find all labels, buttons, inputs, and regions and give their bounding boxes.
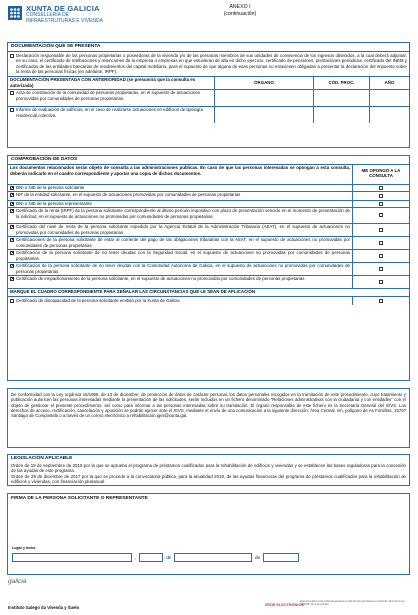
oppose-checkbox[interactable] — [379, 194, 383, 198]
annex-title: ANEXO I — [229, 4, 251, 10]
verification-row — [8, 200, 409, 207]
verification-row — [8, 191, 409, 200]
cod-proc-field[interactable] — [313, 107, 369, 123]
section-title: LEGISLACIÓN APLICABLE — [11, 456, 73, 461]
data-protection-text: De conformidad con la Ley orgánica 15/1999, de 13 de diciembre, de protección de datos de carácter personal, los datos personales recogidos en la tramitación de este procedimiento, cuyo tratamiento y publicación autoricen las personas interesadas mediante la presentación de las solicitudes, serán incluidos en un fichero denominado "Relaciones administrativas con la ciudadanía y con entidades" con el objeto de gestionar el presente procedimiento, así como para informar a las personas interesadas sobre su tramitación. El órgano responsable de este fichero es la Secretaría General del IGVS. Los derechos de acceso, rectificación, cancelación y oposición se podrán ejercer ante el IGVS, mediante el envío de una comunicación a la siguiente dirección: Área Central, s/n, polígono de As Fontiñas, 15707 Santiago de Compostela o a través de un correo electrónico a rehabilitacion.igvs@xunta.gal. — [11, 392, 406, 419]
doc-item-label: Informe de evaluación de edificios, en el caso de realizarse actuaciones en edificios de tipología residencial colectiva. — [16, 107, 203, 118]
verification-row — [8, 275, 409, 288]
year-field[interactable] — [263, 553, 299, 562]
doc-item-acta — [8, 89, 409, 106]
department-line-2: INFRAESTRUTURAS E VIVENDA — [26, 17, 103, 24]
verification-label: Certificado de empadronamiento de la persona solicitante, en el supuesto de actuaciones no promovidas por comunidades de personas propietarias — [16, 276, 305, 282]
checkbox[interactable] — [10, 264, 14, 268]
verification-label: NIF de la entidad solicitante, en el supuesto de actuaciones promovidas por comunidades de personas propietarias — [16, 192, 241, 198]
doc-item-label: Acta de constitución de la comunidad de personas propietarias, en el supuesto de actuaciones promovidas por comunidades de personas propietarias. — [16, 90, 201, 101]
column-cod-proc: CÓD. PROC. — [313, 77, 369, 89]
oppose-checkbox[interactable] — [379, 202, 383, 206]
verification-label: Certificaciones de la persona solicitante de estar al corriente del pago de las obligaciones tributarias con la AEAT, en el supuesto de actuaciones no promovidas por comunidades de personas propietarias — [16, 237, 350, 248]
doc-item-ingresos — [8, 51, 409, 76]
prev-doc-header-label: DOCUMENTACIÓN PRESENTADA CON ANTERIORIDAD (se presumirá que la consulta es autorizada) — [10, 77, 196, 88]
verification-row — [8, 184, 409, 191]
discapacidad-label: Certificado de discapacidad de la persona solicitante emitido por la Xunta de Galicia — [16, 298, 180, 304]
verification-label: Certificación de la persona solicitante de no tener deudas con la Comunidad Autónoma de Galicia, en el supuesto de actuaciones no promovidas por comunidades de personas propietarias — [16, 263, 350, 274]
checkbox[interactable] — [10, 299, 14, 303]
verification-row — [8, 262, 409, 275]
footer-note: Este formulario solo podrá presentarse en las formas previstas en el artículo 16.4 de la Ley 39/2015, de 1 de octubre — [300, 600, 405, 606]
discapacidad-row — [8, 296, 409, 305]
comma-separator: , — [135, 554, 137, 560]
section-title: COMPROBACIÓN DE DATOS — [11, 157, 78, 162]
annex-label — [210, 4, 270, 18]
oppose-checkbox[interactable] — [379, 299, 383, 303]
signature-section — [7, 493, 410, 575]
de-separator: de — [255, 554, 261, 560]
checkbox[interactable] — [10, 209, 14, 213]
column-ano: AÑO — [369, 77, 409, 89]
legislation-paragraph: Orden de 19 de septiembre de 2016 por la que se aprueba el programa de préstamos cualificados para la rehabilitación de edificios y viviendas y se establecen las bases reguladoras para la concesión de las ayudas de este programa. — [11, 462, 406, 474]
column-opongo: ME OPONGO A LA CONSULTA — [352, 165, 409, 184]
brand-title: XUNTA DE GALICIA — [26, 4, 100, 13]
galicia-logo: galicia — [8, 578, 27, 585]
verification-row — [8, 249, 409, 262]
verification-header — [8, 164, 409, 184]
checkbox[interactable] — [10, 54, 14, 58]
verification-label: Certificado del nivel de renta de la persona solicitante expedido por la Agencia Estatal de la Administración Tributaria (AEAT), en el supuesto de actuaciones no promovidas por comunidades de personas propietarias — [16, 224, 350, 235]
checkbox[interactable] — [10, 91, 14, 95]
ano-field[interactable] — [369, 107, 409, 123]
cod-proc-field[interactable] — [313, 90, 369, 106]
legislation-section — [7, 454, 410, 486]
documentation-section — [7, 42, 410, 148]
checkbox[interactable] — [10, 202, 14, 206]
place-date-fields — [12, 553, 299, 562]
ano-field[interactable] — [369, 90, 409, 106]
oppose-checkbox[interactable] — [379, 186, 383, 190]
oppose-checkbox[interactable] — [379, 241, 383, 245]
column-organo: ÓRGANO — [214, 77, 313, 89]
de-separator: de — [166, 554, 172, 560]
verification-row — [8, 207, 409, 223]
section-title: DOCUMENTACIÓN QUE SE PRESENTA — [11, 44, 101, 49]
marque-header — [8, 288, 409, 296]
annex-subtitle: (continuación) — [223, 10, 257, 17]
verification-row — [8, 223, 409, 236]
oppose-checkbox[interactable] — [379, 267, 383, 271]
sede-electronica-label: SEDE ELECTRÓNICA — [265, 603, 304, 607]
xunta-logo-icon — [8, 6, 22, 20]
day-field[interactable] — [139, 553, 163, 562]
checkbox[interactable] — [10, 108, 14, 112]
verification-section — [7, 155, 410, 381]
checkbox[interactable] — [10, 251, 14, 255]
verification-intro: Los documentos relacionados serán objeto de consulta a las administraciones públicas. En caso de que las personas interesadas se opongan a esta consulta, deberán indicarlo en el cuadro correspondiente y aportar una copia de dichos documentos. — [10, 165, 350, 176]
checkbox[interactable] — [10, 193, 14, 197]
verification-row — [8, 236, 409, 249]
place-date-label: Lugar y fecha — [12, 546, 36, 550]
organo-field[interactable] — [214, 90, 313, 106]
verification-list — [8, 184, 409, 288]
doc-item-informe — [8, 106, 409, 123]
checkbox[interactable] — [10, 186, 14, 190]
organo-field[interactable] — [214, 107, 313, 123]
institute-name: Instituto Galego da Vivenda y Suelo — [8, 605, 80, 610]
checkbox[interactable] — [10, 238, 14, 242]
marque-label: MARQUE EL CUADRO CORRESPONDIENTE PARA SEÑALAR LAS CIRCUNSTANCIAS QUE LE SEAN DE APLICACIÓN — [10, 289, 256, 295]
data-protection-section — [7, 388, 410, 448]
doc-item-label: Declaración responsable de las personas propietarias o poseedoras de la vivienda y/o de las personas miembros de sus unidades de convivencia de los ingresos obtenidos, a la cual deberá adjuntar, en su caso, el certificado de retribuciones y retenciones de la empresa o empresas en que estuvieran de alta en dicho ejercicio, certificado de pensiones, prestaciones periódicas, certificado del INEM y certificados de las entidades bancarias de rendimientos del capital mobiliario, para el supuesto de que alguna de esas personas no estuviesen obligadas a presentar la declaración del impuesto sobre la renta de las personas físicas (en adelante, IRPF). — [16, 52, 407, 75]
checkbox[interactable] — [10, 277, 14, 281]
verification-label: DNI o NIE de la persona solicitante — [16, 185, 85, 191]
oppose-checkbox[interactable] — [379, 213, 383, 217]
month-field[interactable] — [174, 553, 252, 562]
checkbox[interactable] — [10, 225, 14, 229]
verification-label: Certificado de la renta (IRPF) de la persona solicitante correspondiente al último período impositivo con plazo de presentación vencido en el momento de presentación de la solicitud, en el supuesto de actuaciones no promovidas por comunidades de personas propietarias — [16, 208, 350, 219]
verification-label: DNI o NIE de la persona representante — [16, 201, 92, 207]
department-name — [26, 13, 146, 25]
oppose-checkbox[interactable] — [379, 228, 383, 232]
oppose-checkbox[interactable] — [379, 280, 383, 284]
section-title: FIRMA DE LA PERSONA SOLICITANTE O REPRESENTANTE — [11, 496, 148, 501]
place-field[interactable] — [12, 553, 132, 562]
oppose-checkbox[interactable] — [379, 254, 383, 258]
department-line-1: CONSELLERÍA DE — [26, 12, 70, 18]
prev-doc-header — [8, 76, 409, 89]
legislation-paragraph: Orden de 29 de diciembre de 2017 por la que se procede a la convocatoria pública, para la anualidad 2018, de las ayudas financieras del programa de préstamos cualificados para la rehabilitación de edificios y viviendas, con financiación plurianual. — [11, 473, 406, 485]
verification-label: Certificación de la persona solicitante de no tener deudas con la Seguridad Social, en el supuesto de actuaciones no promovidas por comunidades de personas propietarias — [16, 250, 350, 261]
